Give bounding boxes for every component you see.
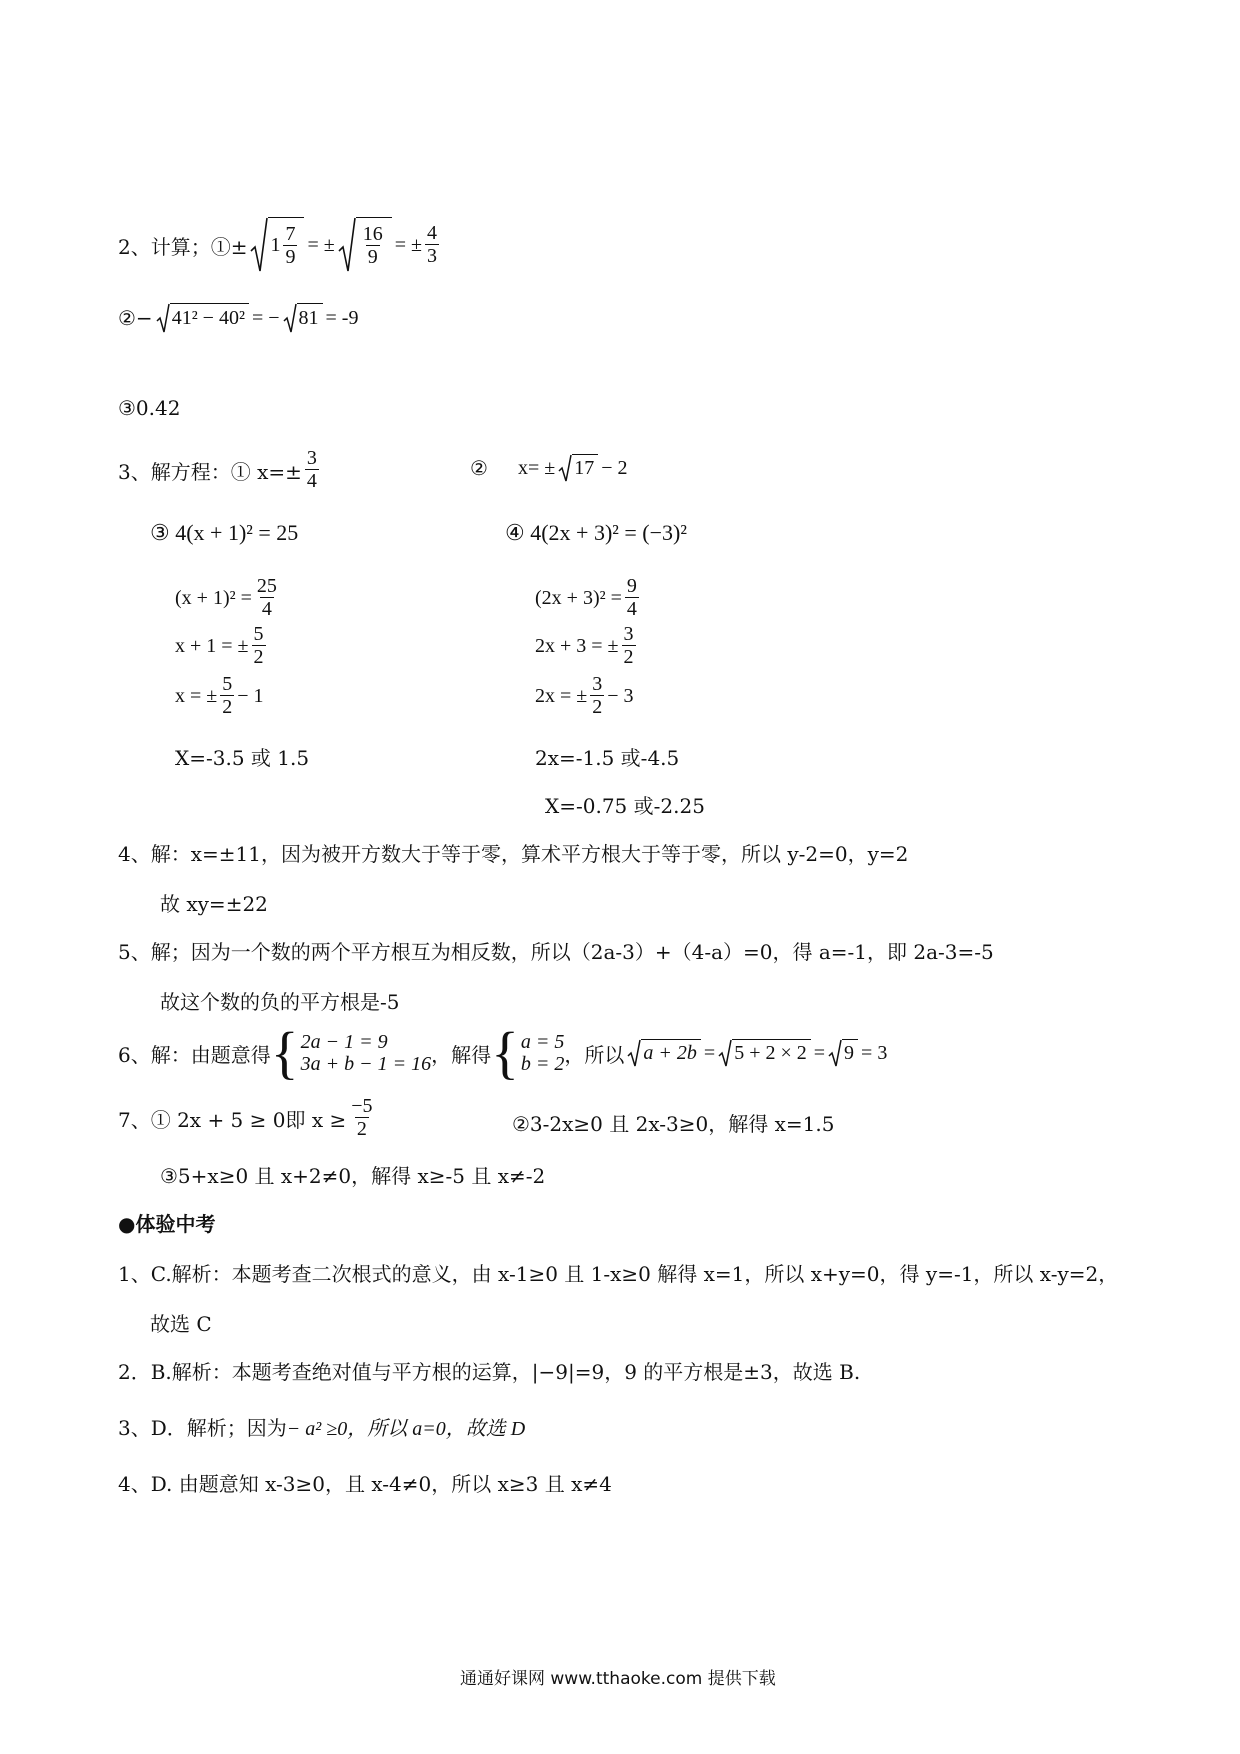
q7-part3: ③5+x≥0 且 x+2≠0，解得 x≥-5 且 x≠-2 <box>160 1164 546 1188</box>
exam-1-line1: 1、C.解析：本题考查二次根式的意义，由 x-1≥0 且 1-x≥0 解得 x=1，所以 x+y=0，得 y=-1，所以 x-y=2， <box>118 1262 1119 1286</box>
exam-2: 2．B.解析：本题考查绝对值与平方根的运算，|−9|=9，9 的平方根是±3，故选 B. <box>118 1360 861 1384</box>
radicand: 41² − 40² <box>170 303 249 333</box>
section-title: ●体验中考 <box>118 1212 216 1236</box>
q3-prefix: 3、解方程：① x=± <box>118 459 302 484</box>
page-footer: 通通好课网 www.tthaoke.com 提供下载 <box>460 1669 776 1689</box>
s3-title: ③ 4(x + 1)² = 25 <box>150 520 299 545</box>
q2-line3: ③0.42 <box>118 396 181 420</box>
q2-prefix: 2、计算；①± <box>118 234 248 259</box>
s4-final: X=-0.75 或-2.25 <box>545 794 705 818</box>
left-brace: { <box>491 1020 519 1085</box>
s4-step2 <box>535 618 639 674</box>
math-text: − 1 <box>237 684 264 707</box>
exam-3-expr: − a² ≥0，所以 a=0，故选 D <box>286 1418 526 1440</box>
math-text: x = ± <box>175 684 218 707</box>
solution-system: a = 5 b = 2 <box>520 1031 565 1075</box>
fraction: $\frac{3}{2}$ <box>592 673 603 718</box>
sqrt-radical: 9 <box>828 1039 858 1067</box>
equation-system: 2a − 1 = 9 3a + b − 1 = 16 <box>300 1031 432 1075</box>
fraction: $\frac{16}{9}$ <box>362 222 383 268</box>
fraction: $\frac{-5}{2}$ <box>351 1095 373 1140</box>
fraction: $\frac{3}{2}$ <box>623 623 634 668</box>
sqrt-radical: 5 + 2 × 2 <box>718 1039 811 1067</box>
exam-3 <box>118 1412 525 1441</box>
q2-line1 <box>118 210 442 280</box>
sqrt-radical <box>338 217 392 273</box>
sqrt-radical <box>283 303 323 333</box>
fraction: $\frac{25}{4}$ <box>256 575 277 620</box>
q3-line1 <box>118 440 322 500</box>
q2-line2 <box>118 300 358 336</box>
sqrt-radical <box>250 217 304 273</box>
q7-line1 <box>118 1088 378 1148</box>
math-text: − 2 <box>601 456 628 479</box>
q6-tail: ，所以 <box>564 1042 625 1067</box>
math-text: x= ± <box>517 456 556 479</box>
q7-prefix: 7、① 2x + 5 ≥ 0即 x ≥ <box>118 1107 347 1132</box>
math-text: = <box>813 1041 826 1064</box>
fraction: $\frac{9}{4}$ <box>626 575 637 620</box>
equals-pm: = ± <box>307 233 335 256</box>
s4-answer: 2x=-1.5 或-4.5 <box>535 746 680 770</box>
fraction: $\frac{7}{9}$ <box>285 222 296 268</box>
math-text: (2x + 3)² = <box>535 586 622 609</box>
s4-step3 <box>535 668 634 724</box>
fraction: $\frac{5}{2}$ <box>222 673 233 718</box>
q5-line2: 故这个数的负的平方根是-5 <box>160 990 400 1014</box>
q4-line2: 故 xy=±22 <box>160 892 268 916</box>
equals-pm: = ± <box>394 233 423 256</box>
sqrt-radical <box>156 303 249 333</box>
math-text: = − <box>251 306 280 329</box>
math-text: x + 1 = ± <box>175 634 249 657</box>
sqrt-radical: a + 2b <box>627 1039 701 1067</box>
math-text: 2x + 3 = ± <box>535 634 619 657</box>
fraction: $\frac{5}{2}$ <box>253 623 264 668</box>
s3-step3 <box>175 668 264 724</box>
math-text: = 3 <box>861 1041 888 1064</box>
q5-line1: 5、解；因为一个数的两个平方根互为相反数，所以（2a-3）+（4-a）=0，得 a=-1，即 2a-3=-5 <box>118 940 994 964</box>
q6-line <box>118 1018 887 1088</box>
left-brace: { <box>270 1020 299 1085</box>
math-text: = <box>703 1041 716 1064</box>
s4-title: ④ 4(2x + 3)² = (−3)² <box>505 520 687 545</box>
q4-line1: 4、解：x=±11，因为被开方数大于等于零，算术平方根大于等于零，所以 y-2=0，y=2 <box>118 842 909 866</box>
exam-3-prefix: 3、D．解析；因为 <box>118 1416 287 1440</box>
q3-part2 <box>470 450 627 486</box>
exam-1-line2: 故选 C <box>150 1312 212 1336</box>
sqrt-radical: 17 <box>558 454 598 482</box>
radicand: 81 <box>297 303 323 333</box>
fraction: $\frac{4}{3}$ <box>427 222 438 267</box>
mixed-whole: 1 <box>270 234 281 256</box>
q2-line2-prefix: ②− <box>118 306 153 330</box>
math-text: = -9 <box>325 306 359 329</box>
part-label: ② <box>470 456 488 480</box>
fraction: $\frac{3}{4}$ <box>306 447 317 492</box>
math-text: − 3 <box>607 684 634 707</box>
math-text: 2x = ± <box>535 684 588 707</box>
exam-4: 4、D. 由题意知 x-3≥0，且 x-4≠0，所以 x≥3 且 x≠4 <box>118 1472 612 1496</box>
q7-part2: ②3-2x≥0 且 2x-3≥0，解得 x=1.5 <box>512 1112 835 1136</box>
math-text: (x + 1)² = <box>175 586 252 609</box>
s3-answer: X=-3.5 或 1.5 <box>175 746 310 770</box>
q6-prefix: 6、解：由题意得 <box>118 1042 271 1067</box>
q6-mid: ，解得 <box>431 1042 492 1067</box>
s3-step2 <box>175 618 269 674</box>
